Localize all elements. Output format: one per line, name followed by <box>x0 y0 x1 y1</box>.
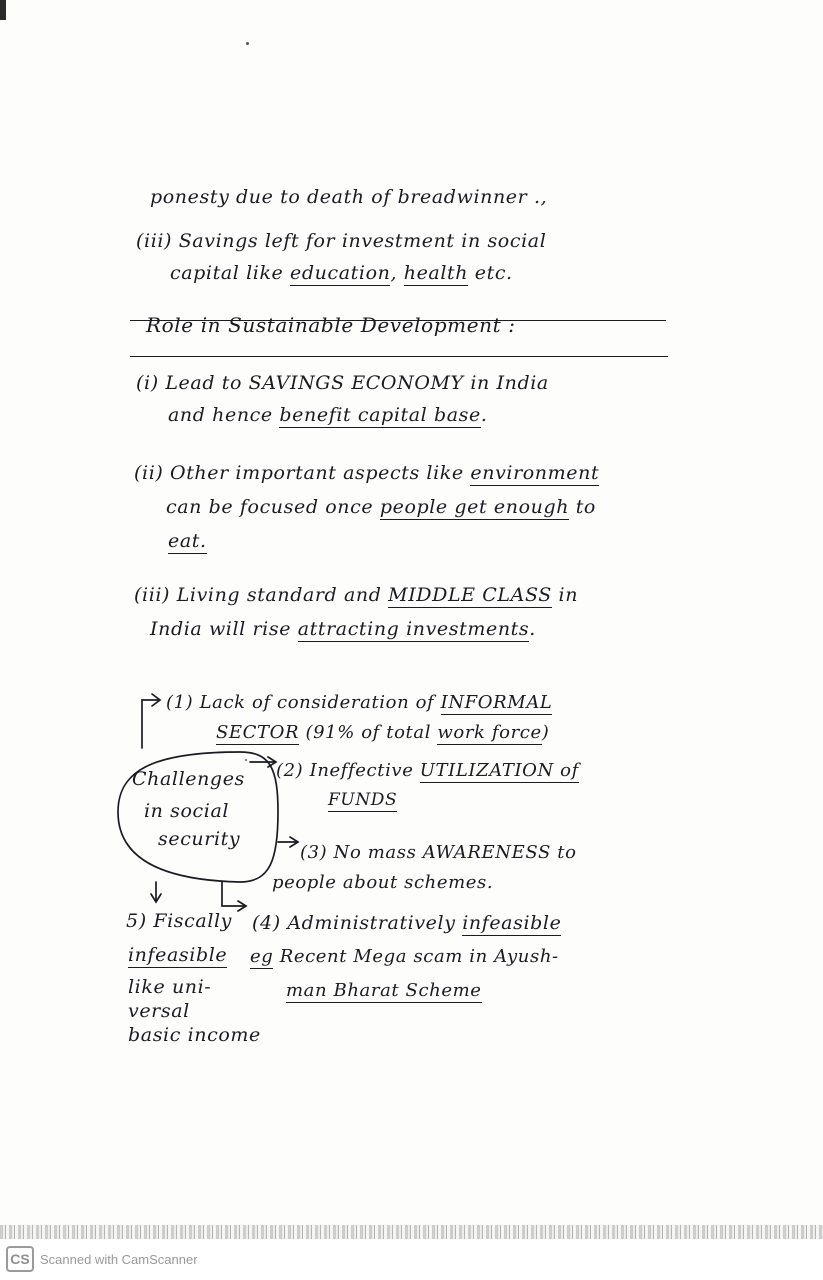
text: . <box>480 404 488 426</box>
text: can be focused once <box>166 496 380 518</box>
underlined-benefit: benefit capital base <box>279 404 481 426</box>
text: Recent Mega scam in Ayush- <box>273 946 559 967</box>
challenge-5-line-4: versal <box>128 1000 190 1022</box>
underlined-education: education <box>290 262 391 284</box>
underlined-infeasible: infeasible <box>462 912 562 934</box>
text: ) <box>541 722 550 743</box>
challenge-4-line-3 <box>286 980 482 1001</box>
underlined-eat: eat. <box>168 530 207 552</box>
text: and hence <box>168 404 280 426</box>
challenge-2-line-1 <box>276 760 579 781</box>
point-1-line-1: (i) Lead to SAVINGS ECONOMY in India <box>136 372 549 394</box>
text: (4) Administratively <box>252 912 463 934</box>
challenge-1-line-2 <box>216 722 549 743</box>
challenge-4-line-2 <box>250 946 559 967</box>
line-poverty: ponesty due to death of breadwinner ., <box>150 186 548 208</box>
underlined-sector: SECTOR <box>216 722 300 743</box>
text: , <box>390 262 404 284</box>
scan-bottom-edge <box>0 1225 823 1239</box>
challenge-4-line-1 <box>252 912 561 934</box>
underlined-funds: FUNDS <box>328 790 398 810</box>
challenge-3-line-1: (3) No mass AWARENESS to <box>300 842 577 863</box>
camscanner-watermark: Scanned with CamScanner <box>40 1252 198 1267</box>
text: etc. <box>468 262 513 284</box>
challenge-5-line-2 <box>128 944 227 966</box>
challenge-3-line-2: people about schemes. <box>272 872 494 893</box>
text: (2) Ineffective <box>276 760 420 781</box>
underlined-scheme: man Bharat Scheme <box>286 980 482 1001</box>
section-heading: Role in Sustainable Development : <box>146 313 516 337</box>
text: (ii) Other important aspects like <box>134 462 471 484</box>
challenge-1-line-1 <box>166 692 552 713</box>
text: (iii) Living standard and <box>134 584 389 606</box>
underlined-work-force: work force <box>437 722 542 743</box>
camscanner-logo: CS <box>6 1246 34 1272</box>
challenge-2-line-2 <box>328 790 397 810</box>
challenge-5-line-3: like uni- <box>128 976 212 998</box>
underlined-middle-class: MIDDLE CLASS <box>388 584 552 606</box>
underlined-utilization: UTILIZATION of <box>419 760 579 781</box>
text: (91% of total <box>299 722 438 743</box>
underlined-eg: eg <box>250 946 274 967</box>
underlined-infeasible-5: infeasible <box>128 944 228 966</box>
center-line-3: security <box>158 828 241 850</box>
underlined-health: health <box>403 262 469 284</box>
underlined-informal: INFORMAL <box>440 692 553 713</box>
text: to <box>569 496 596 518</box>
underlined-environment: environment <box>470 462 600 484</box>
text: India will rise <box>150 618 298 640</box>
arrow-to-item-1 <box>142 700 158 748</box>
text: capital like <box>170 262 291 284</box>
underlined-investments: attracting investments <box>297 618 530 640</box>
line-savings: (iii) Savings left for investment in social <box>136 230 547 252</box>
text: . <box>529 618 536 640</box>
center-line-2: in social <box>144 800 230 822</box>
text: (1) Lack of consideration of <box>166 692 441 713</box>
text: in <box>551 584 579 606</box>
underlined-people: people get enough <box>379 496 570 518</box>
center-line-1: Challenges <box>132 768 245 790</box>
arrow-to-item-2 <box>246 760 274 762</box>
challenge-5-line-5: basic income <box>128 1024 261 1046</box>
challenge-5-line-1: 5) Fiscally <box>126 910 233 932</box>
